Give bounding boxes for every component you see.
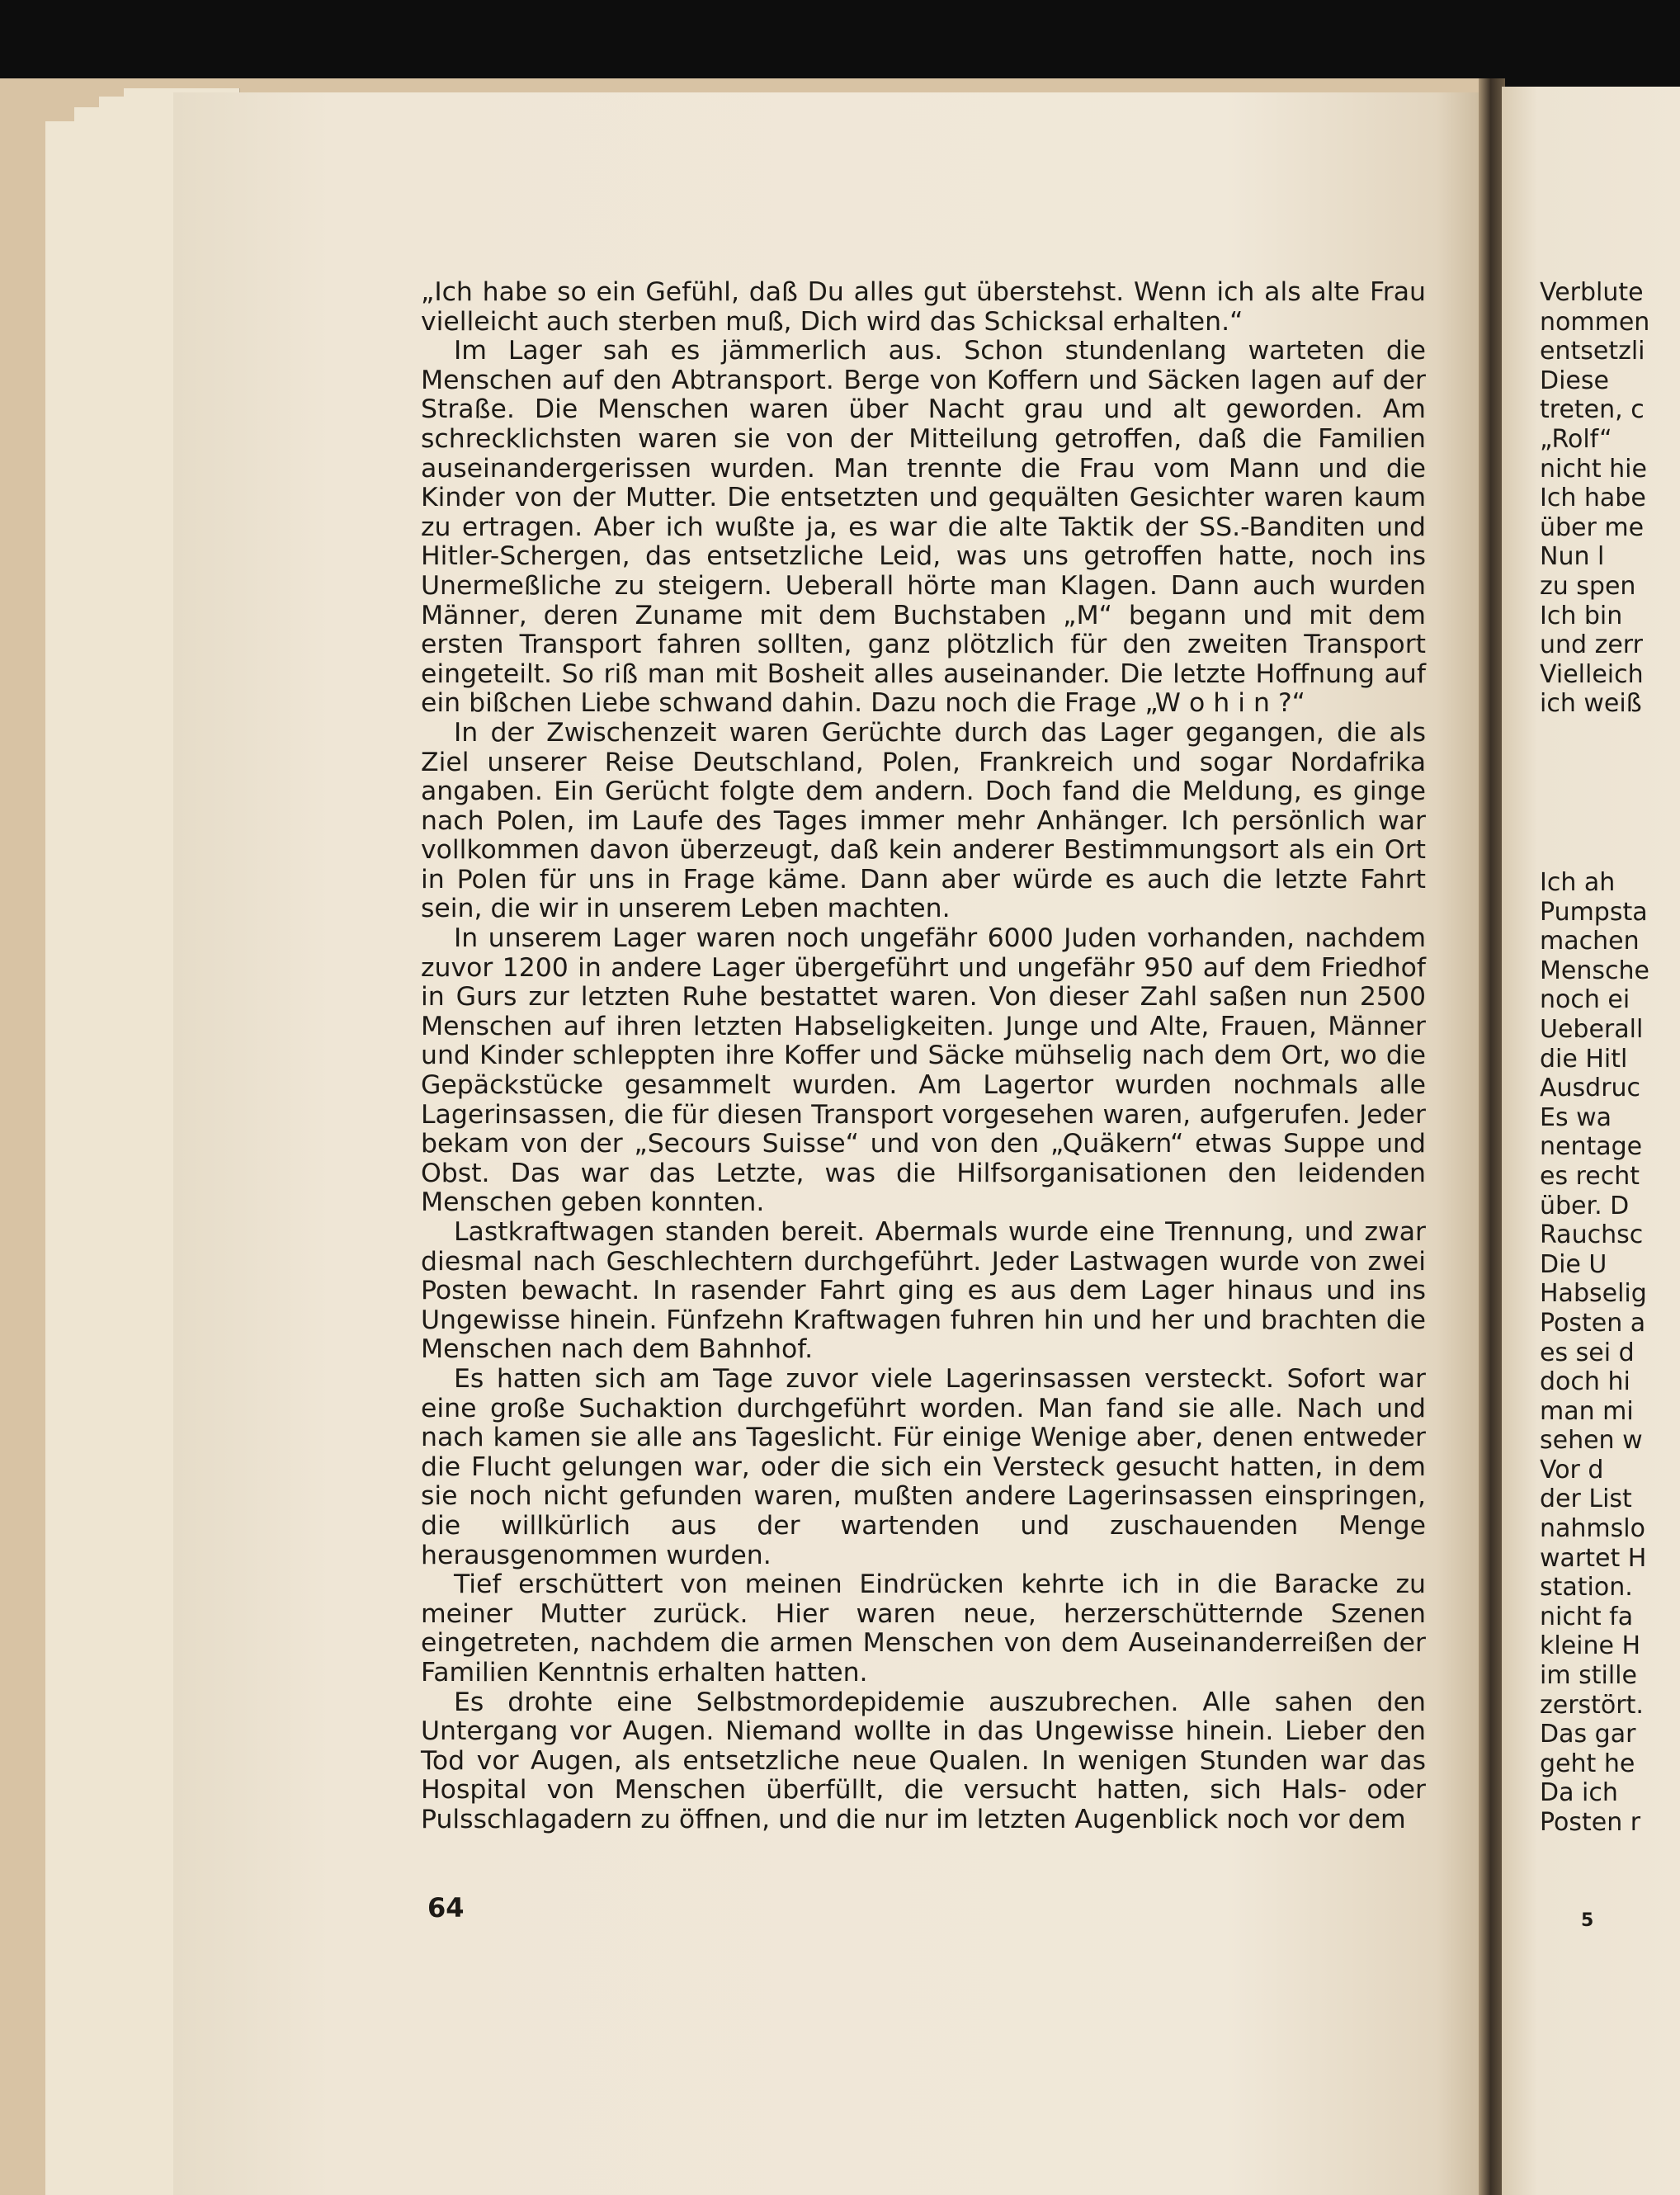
right-page-line: Ich bin	[1540, 601, 1623, 630]
right-page-line: „Rolf“	[1540, 424, 1612, 454]
right-page-number: 5	[1581, 1910, 1594, 1931]
right-page-line: nicht hie	[1540, 454, 1647, 484]
right-page-line: Da ich	[1540, 1778, 1618, 1808]
right-page-line: Posten r	[1540, 1808, 1641, 1837]
right-page-line: über. D	[1540, 1191, 1630, 1220]
right-page-line: Pumpsta	[1540, 897, 1648, 927]
right-page-line: kleine H	[1540, 1631, 1641, 1661]
paragraph: Es drohte eine Selbstmordepidemie auszubrechen. Alle sahen den Untergang vor Augen. Niemand wollte in das Ungewisse hinein. Lieber den Tod vor Augen, als entsetzliche neue Qualen. In wenigen Stunden war das Hospital von Menschen überfüllt, die versucht hatten, sich Hals- oder Pulsschlagadern zu öffnen, und die nur im letzten Augenblick noch vor dem	[421, 1687, 1426, 1834]
right-page-line: die Hitl	[1540, 1044, 1628, 1074]
paragraph: Im Lager sah es jämmerlich aus. Schon stundenlang warteten die Menschen auf den Abtransport. Berge von Koffern und Säcken lagen auf der Straße. Die Menschen waren über Nacht grau und alt geworden. Am schrecklichsten waren sie von der Mitteilung getroffen, daß die Familien auseinandergerissen wurden. Man trennte die Frau vom Mann und die Kinder von der Mutter. Die entsetzten und gequälten Gesichter waren kaum zu ertragen. Aber ich wußte ja, es war die alte Taktik der SS.-Banditen und Hitler-Schergen, das entsetzliche Leid, was uns getroffen hatte, noch ins Unermeßliche zu steigern. Ueberall hörte man Klagen. Dann auch wurden Männer, deren Zuname mit dem Buchstaben „M“ begann und mit dem ersten Transport fahren sollten, ganz plötzlich für den zweiten Transport eingeteilt. So riß man mit Bosheit alles auseinander. Die letzte Hoffnung auf ein bißchen Liebe schwand dahin. Dazu noch die Frage „W o h i n ?“	[421, 336, 1426, 719]
right-page-line: Rauchsc	[1540, 1220, 1644, 1250]
right-page-line: nahmslo	[1540, 1514, 1645, 1544]
right-page-line: Ausdruc	[1540, 1074, 1641, 1103]
right-page-line: Nun l	[1540, 542, 1605, 572]
right-page-line: im stille	[1540, 1661, 1637, 1691]
right-page-line: zerstört.	[1540, 1690, 1644, 1720]
right-page-line: Vor d	[1540, 1455, 1604, 1485]
right-page-line: Die U	[1540, 1249, 1607, 1279]
right-page-line: ich weiß	[1540, 689, 1642, 719]
right-page-line: Ich habe	[1540, 484, 1646, 513]
right-page-line: es recht	[1540, 1161, 1640, 1191]
right-page-line: wartet H	[1540, 1543, 1647, 1573]
right-page-line: nommen	[1540, 307, 1650, 337]
right-page-line: nentage	[1540, 1132, 1643, 1162]
right-page-line: der List	[1540, 1485, 1632, 1514]
right-page-line: und zerr	[1540, 630, 1643, 660]
paragraph: In der Zwischenzeit waren Gerüchte durch das Lager gegangen, die als Ziel unserer Reise Deutschland, Polen, Frankreich und sogar Nordafrika angaben. Ein Gerücht folgte dem andern. Doch fand die Meldung, es ginge nach Polen, im Laufe des Tages immer mehr Anhänger. Ich persönlich war vollkommen davon überzeugt, daß kein anderer Bestimmungsort als ein Ort in Polen für uns in Frage käme. Dann aber würde es auch die letzte Fahrt sein, die wir in unserem Leben machten.	[421, 717, 1426, 924]
left-page-text	[421, 278, 1426, 1834]
right-page-line: man mi	[1540, 1396, 1634, 1426]
right-page-line: Mensche	[1540, 956, 1649, 985]
right-page-line: Ueberall	[1540, 1014, 1644, 1044]
right-page-line: zu spen	[1540, 571, 1636, 601]
right-page-line: treten, c	[1540, 395, 1645, 425]
right-page-line: station.	[1540, 1573, 1633, 1603]
right-page-line: Ich ah	[1540, 868, 1616, 897]
right-page-text-bottom	[1540, 868, 1680, 1838]
right-page-line: Es wa	[1540, 1102, 1612, 1132]
paragraph: In unserem Lager waren noch ungefähr 6000 Juden vorhanden, nachdem zuvor 1200 in andere Lager übergeführt und ungefähr 950 auf dem Friedhof in Gurs zur letzten Ruhe bestattet waren. Von dieser Zahl saßen nun 2500 Menschen auf ihren letzten Habseligkeiten. Junge und Alte, Frauen, Männer und Kinder schleppten ihre Koffer und Säcke mühselig nach dem Ort, wo die Gepäckstücke gesammelt wurden. Am Lagertor wurden nochmals alle Lagerinsassen, die für diesen Transport vorgesehen waren, aufgerufen. Jeder bekam von der „Secours Suisse“ und von den „Quäkern“ etwas Suppe und Obst. Das war das Letzte, was die Hilfsorganisationen den leidenden Menschen geben konnten.	[421, 923, 1426, 1218]
right-page-text-top	[1540, 278, 1680, 719]
right-page-line: geht he	[1540, 1749, 1635, 1778]
right-page-line: Vielleich	[1540, 659, 1644, 689]
right-page-line: sehen w	[1540, 1426, 1643, 1456]
right-page-line: Habselig	[1540, 1279, 1647, 1309]
right-page-line: noch ei	[1540, 985, 1630, 1015]
right-page-line: machen	[1540, 927, 1640, 956]
paragraph: Es hatten sich am Tage zuvor viele Lagerinsassen versteckt. Sofort war eine große Suchaktion durchgeführt worden. Man fand sie alle. Nach und nach kamen sie alle ans Tageslicht. Für einige Wenige aber, denen entweder die Flucht gelungen war, oder die sich ein Versteck gesucht hatten, in dem sie noch nicht gefunden waren, mußten andere Lagerinsassen einspringen, die willkürlich aus der wartenden und zuschauenden Menge herausgenommen wurden.	[421, 1363, 1426, 1570]
right-page-line: entsetzli	[1540, 337, 1645, 366]
right-page-line: über me	[1540, 512, 1645, 542]
right-page-line: nicht fa	[1540, 1602, 1634, 1631]
right-page-line: es sei d	[1540, 1338, 1635, 1367]
paragraph: Tief erschüttert von meinen Eindrücken kehrte ich in die Baracke zu meiner Mutter zurück. Hier waren neue, herzerschütternde Szenen eingetreten, nachdem die armen Menschen von dem Auseinanderreißen der Familien Kenntnis erhalten hatten.	[421, 1570, 1426, 1688]
paragraph: „Ich habe so ein Gefühl, daß Du alles gut überstehst. Wenn ich als alte Frau vielleicht auch sterben muß, Dich wird das Schicksal erhalten.“	[421, 277, 1426, 337]
right-page-line: Verblute	[1540, 278, 1644, 307]
page-number: 64	[427, 1892, 465, 1924]
right-page-line: Diese	[1540, 366, 1609, 395]
right-page-line: Posten a	[1540, 1308, 1646, 1338]
paragraph: Lastkraftwagen standen bereit. Abermals wurde eine Trennung, und zwar diesmal nach Geschlechtern durchgeführt. Jeder Lastwagen wurde von zwei Posten bewacht. In rasender Fahrt ging es aus dem Lager hinaus und ins Ungewisse hinein. Fünfzehn Kraftwagen fuhren hin und her und brachten die Menschen nach dem Bahnhof.	[421, 1217, 1426, 1365]
right-page-line: doch hi	[1540, 1367, 1630, 1397]
right-page-line: Das gar	[1540, 1720, 1636, 1749]
